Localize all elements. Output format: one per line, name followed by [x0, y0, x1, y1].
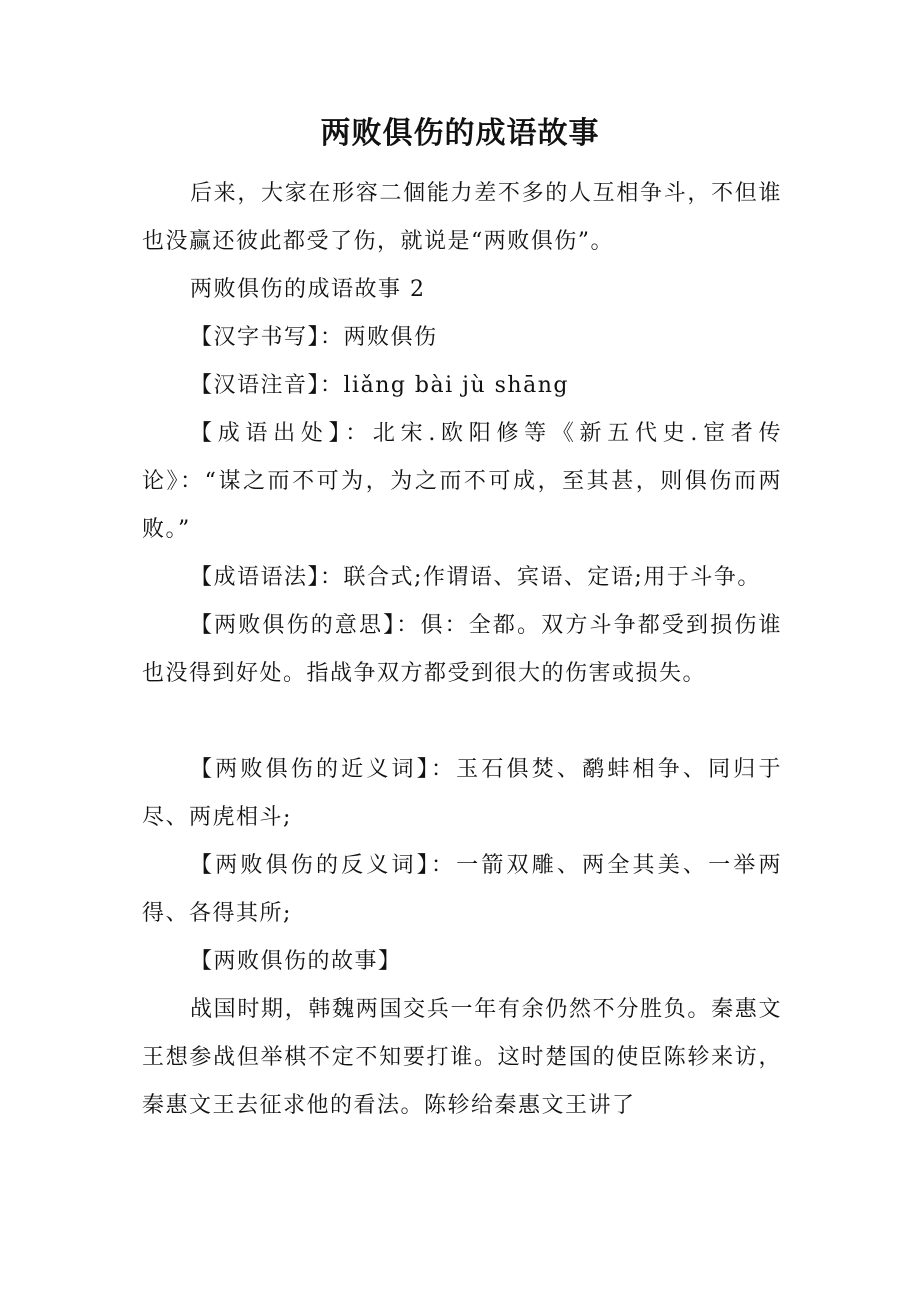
- paragraph-intro: 后来，大家在形容二個能力差不多的人互相争斗，不但谁也没赢还彼此都受了伤，就说是“两败俱伤”。: [142, 181, 782, 254]
- blank-line: [142, 698, 782, 746]
- paragraph-pinyin: 【汉语注音】：liǎng bài jù shāng: [190, 373, 569, 398]
- paragraph-antonyms: 【两败俱伤的反义词】：一箭双雕、两全其美、一举两得、各得其所;: [142, 853, 782, 926]
- paragraph-story: 战国时期，韩魏两国交兵一年有余仍然不分胜负。秦惠文王想参战但举棋不定不知要打谁。这时楚国的使臣陈轸来访，秦惠文王去征求他的看法。陈轸给秦惠文王讲了: [142, 997, 782, 1118]
- paragraph-story-heading: 【两败俱伤的故事】: [190, 949, 402, 974]
- paragraph-writing: 【汉字书写】：两败俱伤: [190, 325, 438, 350]
- page-title: 两败俱伤的成语故事: [320, 116, 600, 151]
- paragraph-synonyms: 【两败俱伤的近义词】：玉石俱焚、鹬蚌相争、同归于尽、两虎相斗;: [142, 757, 782, 830]
- paragraph-grammar: 【成语语法】：联合式;作谓语、宾语、定语;用于斗争。: [190, 565, 761, 590]
- paragraph-subtitle: 两败俱伤的成语故事 2: [190, 277, 426, 302]
- paragraph-source: 【成语出处】：北宋.欧阳修等《新五代史.宦者传论》：“谋之而不可为，为之而不可成，至其甚，则俱伤而两败。”: [142, 421, 782, 542]
- document-body: [142, 170, 782, 1130]
- paragraph-meaning: 【两败俱伤的意思】：俱：全都。双方斗争都受到损伤谁也没得到好处。指战争双方都受到很大的伤害或损失。: [142, 613, 782, 686]
